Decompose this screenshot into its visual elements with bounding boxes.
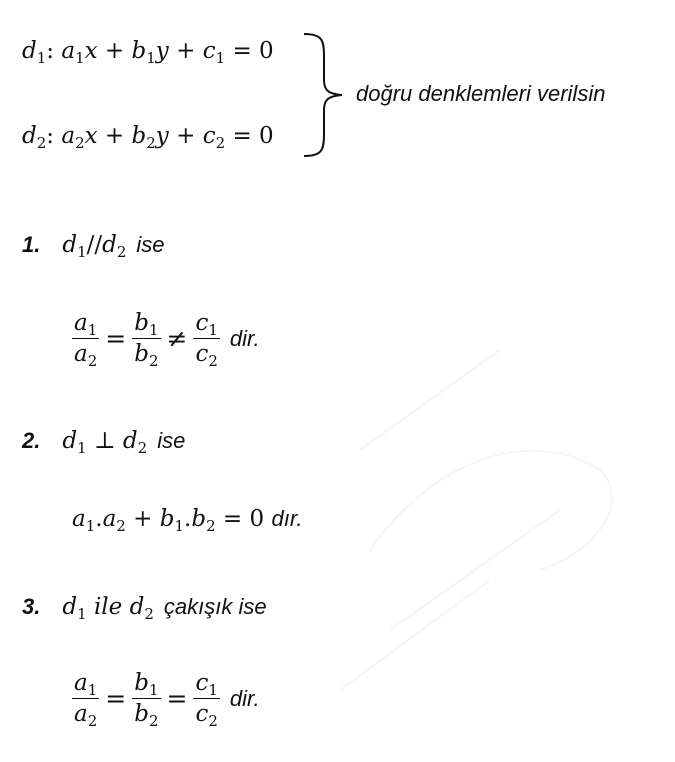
item-3-formula: $\frac{a_1}{a_2}$ = $\frac{b_1}{b_2}$ = $\frac{c_1}{c_2}$ dir. xyxy=(74,670,260,730)
item-1-condition: 1. $d_1//d_2$ ise xyxy=(22,232,165,261)
item-3-condition: 3. $d_1$ ile $d_2$ çakışık ise xyxy=(22,594,267,623)
item-number: 1. xyxy=(22,232,41,257)
equation-d1: $d_1$: $a_1x + b_1y + c_1 = 0$ xyxy=(22,38,274,67)
watermark-graphic xyxy=(300,330,640,710)
item-number: 2. xyxy=(22,428,41,453)
item-number: 3. xyxy=(22,594,41,619)
item-1-formula: $\frac{a_1}{a_2}$ = $\frac{b_1}{b_2}$ ≠ $\frac{c_1}{c_2}$ dir. xyxy=(74,310,260,370)
brace-label: doğru denklemleri verilsin xyxy=(356,81,606,106)
right-brace-icon xyxy=(300,30,350,160)
equation-d2: $d_2$: $a_2x + b_2y + c_2 = 0$ xyxy=(22,123,274,152)
item-2-condition: 2. $d_1$ ⊥ $d_2$ ise xyxy=(22,428,186,457)
item-2-formula: $a_1.a_2 + b_1.b_2 = 0$ dır. xyxy=(72,506,303,535)
